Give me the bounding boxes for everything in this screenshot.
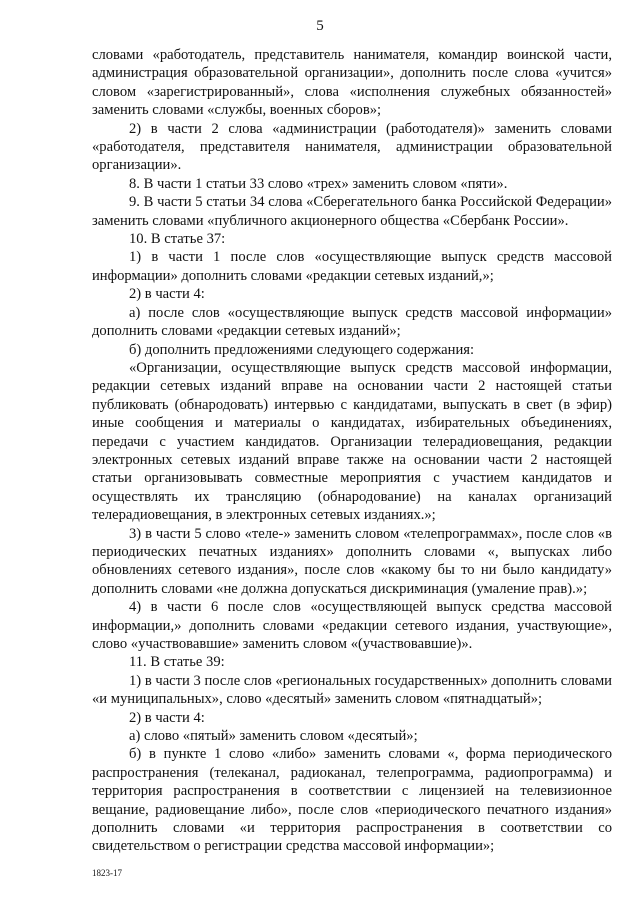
paragraph: словами «работодатель, представитель нанимателя, командир воинской части, администрация образовательной организации», дополнить после слова «учится» словом «зарегистрированный», слова «исполнения служебных обязанностей» заменить словами «службы, военных сборов»;	[92, 47, 612, 119]
paragraph: 1) в части 1 после слов «осуществляющие выпуск средств массовой информации» дополнить словами «редакции сетевых изданий,»;	[92, 249, 612, 284]
page-number: 5	[316, 18, 324, 34]
paragraph: 10. В статье 37:	[129, 231, 226, 248]
paragraph: 2) в части 4:	[129, 286, 205, 303]
paragraph: 4) в части 6 после слов «осуществляющей выпуск средства массовой информации,» дополнить словами «редакции сетевого издания, участвующие», слово «участвовавшие» заменить словом «(участвовавшие)».	[92, 599, 612, 652]
paragraph: «Организации, осуществляющие выпуск средств массовой информации, редакции сетевых изданий вправе на основании части 2 настоящей статьи публиковать (обнародовать) интервью с кандидатами, выпускать в свет (в эфир) иные сообщения и материалы о кандидатах, избирательных объединениях, передачи с участием кандидатов. Организации телерадиовещания, редакции электронных сетевых изданий вправе также на основании части 2 настоящей статьи организовывать совместные мероприятия с участием кандидатов и осуществлять их трансляцию (обнародование) на каналах организаций телерадиовещания, в электронных сетевых изданиях.»;	[92, 359, 612, 524]
document-body	[92, 46, 612, 856]
paragraph: 1) в части 3 после слов «региональных государственных» дополнить словами «и муниципальных», слово «десятый» заменить словом «пятнадцатый»;	[92, 672, 612, 708]
paragraph: 8. В части 1 статьи 33 слово «трех» заменить словом «пяти».	[129, 175, 508, 192]
paragraph: 11. В статье 39:	[129, 654, 225, 671]
document-code: 1823-17	[92, 868, 122, 878]
paragraph: а) слово «пятый» заменить словом «десятый»;	[129, 728, 418, 745]
paragraph: б) дополнить предложениями следующего содержания:	[129, 341, 475, 358]
paragraph: 9. В части 5 статьи 34 слова «Сберегательного банка Российской Федерации» заменить словами «публичного акционерного общества «Сбербанк России».	[92, 194, 612, 229]
paragraph: 2) в части 4:	[129, 709, 205, 726]
paragraph: б) в пункте 1 слово «либо» заменить словами «, форма периодического распространения (телеканал, радиоканал, телепрограмма, радиопрограмма) и территория распространения в соответствии с лицензией на телевизионное вещание, радиовещание либо», после слов «периодического печатного издания» дополнить словами «и территория распространения в соответствии со свидетельством о регистрации средства массовой информации»;	[92, 746, 612, 855]
paragraph: а) после слов «осуществляющие выпуск средств массовой информации» дополнить словами «редакции сетевых изданий»;	[92, 304, 612, 340]
paragraph: 2) в части 2 слова «администрации (работодателя)» заменить словами «работодателя, представителя нанимателя, администрации образовательной организации».	[92, 120, 612, 174]
paragraph: 3) в части 5 слово «теле-» заменить словом «телепрограммах», после слов «в периодических печатных изданиях» дополнить словами «, выпусках либо обновлениях сетевого издания», после слов «какому бы то ни было кандидату» дополнить словами «не должна допускаться дискриминация (умаление прав).»;	[92, 525, 612, 597]
